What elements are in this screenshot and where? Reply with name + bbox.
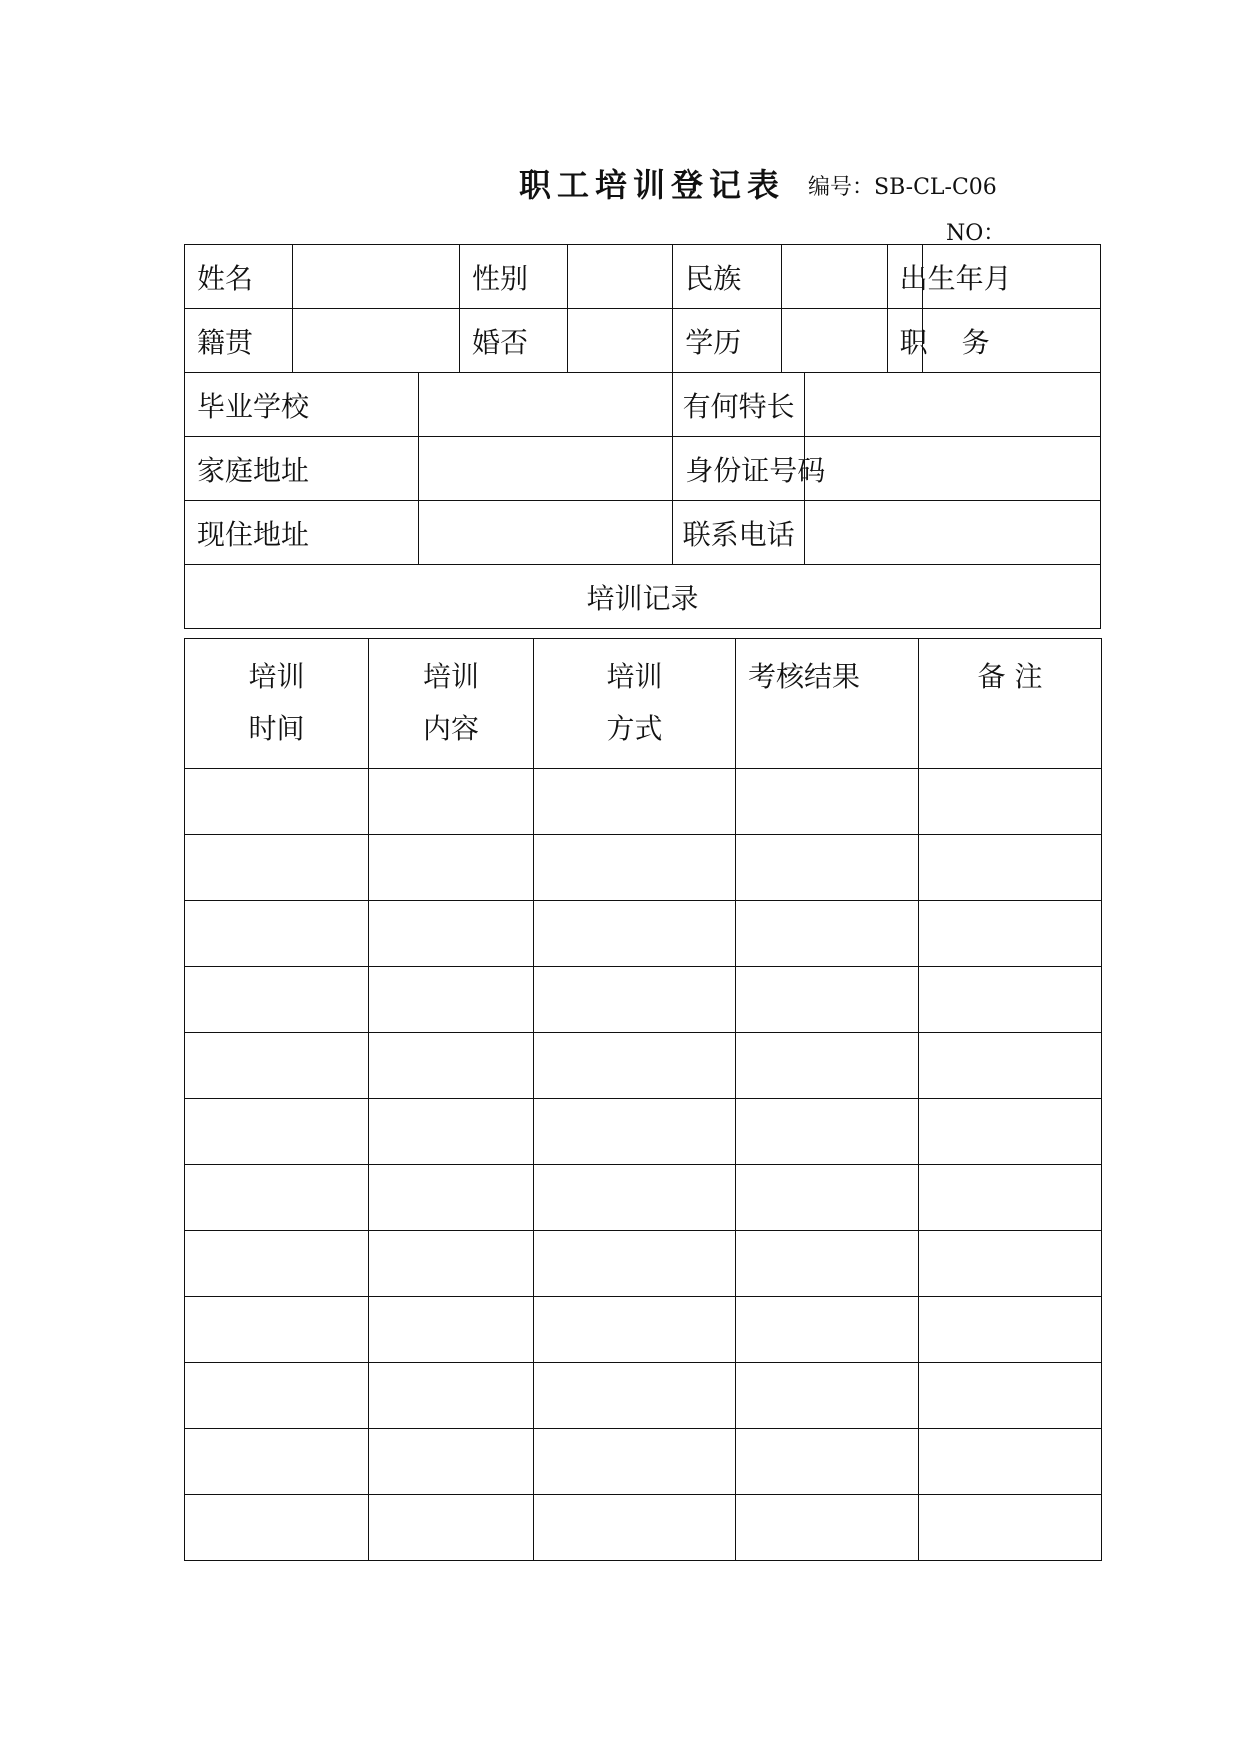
record-cell[interactable]: [185, 1363, 369, 1429]
record-cell[interactable]: [369, 1495, 534, 1561]
marital-label: 婚否: [460, 309, 568, 373]
current-address-label: 现住地址: [185, 501, 419, 565]
position-label-b: 务: [961, 325, 990, 359]
record-cell[interactable]: [736, 1231, 919, 1297]
gender-field[interactable]: [568, 245, 673, 309]
record-cell[interactable]: [919, 769, 1102, 835]
record-cell[interactable]: [185, 769, 369, 835]
col-assessment-result: 考核结果: [736, 639, 919, 769]
record-cell[interactable]: [919, 1165, 1102, 1231]
education-label: 学历: [673, 309, 781, 373]
record-cell[interactable]: [185, 1495, 369, 1561]
native-place-field[interactable]: [293, 309, 460, 373]
record-cell[interactable]: [736, 1033, 919, 1099]
record-cell[interactable]: [736, 1495, 919, 1561]
table-row: [185, 1297, 1102, 1363]
record-cell[interactable]: [185, 835, 369, 901]
record-cell[interactable]: [369, 1429, 534, 1495]
position-label-a: 职: [899, 325, 928, 359]
personal-info-table: [184, 244, 1101, 629]
table-row: [185, 1429, 1102, 1495]
table-row: [185, 901, 1102, 967]
gender-label: 性别: [460, 245, 568, 309]
specialty-field[interactable]: [804, 373, 1100, 437]
form-number-label: NO：: [946, 221, 1006, 246]
record-cell[interactable]: [919, 1297, 1102, 1363]
school-label: 毕业学校: [185, 373, 419, 437]
record-cell[interactable]: [736, 769, 919, 835]
col-remarks: 备 注: [919, 639, 1102, 769]
col-training-time-line2: 时间: [248, 712, 305, 745]
specialty-label: 有何特长: [673, 373, 805, 437]
record-cell[interactable]: [369, 1363, 534, 1429]
table-row: [185, 1033, 1102, 1099]
ethnicity-field[interactable]: [781, 245, 887, 309]
home-address-label: 家庭地址: [185, 437, 419, 501]
id-number-label: 身份证号码: [673, 437, 805, 501]
table-row: [185, 967, 1102, 1033]
school-field[interactable]: [419, 373, 673, 437]
record-cell[interactable]: [736, 1099, 919, 1165]
col-training-content: [369, 639, 534, 769]
record-cell[interactable]: [185, 1429, 369, 1495]
native-place-label: 籍贯: [185, 309, 293, 373]
phone-field[interactable]: [804, 501, 1100, 565]
record-cell[interactable]: [369, 967, 534, 1033]
record-cell[interactable]: [534, 1363, 736, 1429]
col-training-time: [185, 639, 369, 769]
record-cell[interactable]: [919, 1429, 1102, 1495]
ethnicity-label: 民族: [673, 245, 781, 309]
table-row: [185, 835, 1102, 901]
col-training-time-line1: 培训: [248, 660, 305, 693]
record-cell[interactable]: [736, 835, 919, 901]
record-cell[interactable]: [919, 967, 1102, 1033]
record-cell[interactable]: [369, 1165, 534, 1231]
record-cell[interactable]: [736, 967, 919, 1033]
record-cell[interactable]: [534, 1429, 736, 1495]
record-cell[interactable]: [185, 1033, 369, 1099]
record-cell[interactable]: [534, 835, 736, 901]
table-row: [185, 1165, 1102, 1231]
record-cell[interactable]: [369, 769, 534, 835]
record-cell[interactable]: [185, 1165, 369, 1231]
record-cell[interactable]: [919, 901, 1102, 967]
record-cell[interactable]: [736, 1429, 919, 1495]
birth-label: 出生年月: [887, 245, 922, 309]
table-row: [185, 1363, 1102, 1429]
record-cell[interactable]: [369, 1297, 534, 1363]
col-training-content-line1: 培训: [422, 660, 479, 693]
form-code: 编号：SB-CL-C06: [808, 175, 997, 200]
record-cell[interactable]: [369, 1099, 534, 1165]
marital-field[interactable]: [568, 309, 673, 373]
training-record-header: [185, 639, 1102, 769]
record-cell[interactable]: [185, 1099, 369, 1165]
col-training-content-line2: 内容: [422, 712, 479, 745]
record-cell[interactable]: [736, 1297, 919, 1363]
record-cell[interactable]: [919, 1033, 1102, 1099]
record-cell[interactable]: [736, 901, 919, 967]
record-cell[interactable]: [534, 901, 736, 967]
table-row: [185, 1495, 1102, 1561]
record-cell[interactable]: [736, 1165, 919, 1231]
record-cell[interactable]: [919, 1099, 1102, 1165]
id-number-field[interactable]: [804, 437, 1100, 501]
record-cell[interactable]: [185, 967, 369, 1033]
form-title: 职工培训登记表: [519, 166, 786, 204]
record-cell[interactable]: [534, 769, 736, 835]
record-cell[interactable]: [369, 1231, 534, 1297]
record-cell[interactable]: [919, 1363, 1102, 1429]
position-label: [887, 309, 990, 373]
phone-label: 联系电话: [673, 501, 805, 565]
record-cell[interactable]: [736, 1363, 919, 1429]
record-cell[interactable]: [534, 1099, 736, 1165]
record-cell[interactable]: [919, 1231, 1102, 1297]
home-address-field[interactable]: [419, 437, 673, 501]
record-cell[interactable]: [534, 1033, 736, 1099]
table-row: [185, 1231, 1102, 1297]
col-training-method-line2: 方式: [606, 712, 663, 745]
record-cell[interactable]: [369, 901, 534, 967]
table-row: [185, 769, 1102, 835]
record-cell[interactable]: [369, 835, 534, 901]
record-cell[interactable]: [185, 901, 369, 967]
record-cell[interactable]: [534, 1231, 736, 1297]
name-label: 姓名: [185, 245, 293, 309]
education-field[interactable]: [781, 309, 887, 373]
position-field[interactable]: [922, 309, 1100, 373]
training-record-section-title: 培训记录: [185, 565, 1101, 629]
record-cell[interactable]: [185, 1231, 369, 1297]
record-cell[interactable]: [534, 967, 736, 1033]
col-training-method-line1: 培训: [606, 660, 663, 693]
record-cell[interactable]: [369, 1033, 534, 1099]
record-cell[interactable]: [185, 1297, 369, 1363]
record-cell[interactable]: [534, 1495, 736, 1561]
record-cell[interactable]: [534, 1297, 736, 1363]
name-field[interactable]: [293, 245, 460, 309]
table-row: [185, 1099, 1102, 1165]
training-record-table: [184, 638, 1102, 1561]
record-cell[interactable]: [919, 1495, 1102, 1561]
record-cell[interactable]: [534, 1165, 736, 1231]
record-cell[interactable]: [919, 835, 1102, 901]
current-address-field[interactable]: [419, 501, 673, 565]
col-training-method: [534, 639, 736, 769]
